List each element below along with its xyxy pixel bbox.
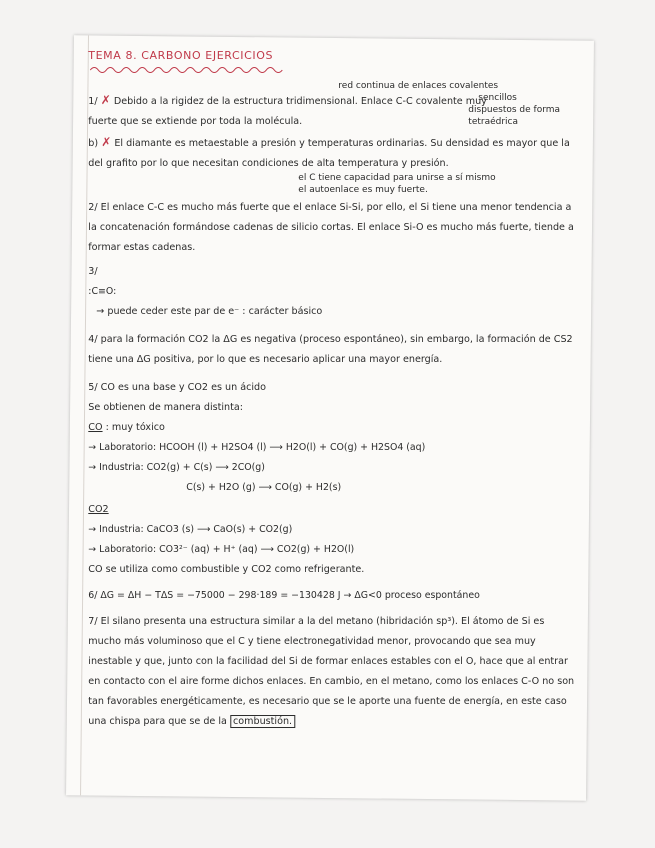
ex5-end: CO se utiliza como combustible y CO2 como refrigerante. (88, 564, 365, 576)
exercise-4: 4/ para la formación CO2 la ΔG es negativa (proceso espontáneo), sin embargo, la formación de CS2 tiene una ΔG positiva, por lo que es necesario aplicar una mayor energía. (88, 334, 573, 366)
co2-label: CO2 (88, 504, 109, 516)
exercise-2: 2/ El enlace C-C es mucho más fuerte que el enlace Si-Si, por ello, el Si tiene una menor tendencia a la concatenación formándose cadenas de silicio cortas. El enlace Si-O es mucho más fuerte, tiende a formar estas cadenas. (88, 202, 574, 254)
exercise-5 (88, 378, 574, 580)
page-content (88, 48, 574, 732)
co-lab-reaction: → Laboratorio: HCOOH (l) + H2SO4 (l) ⟶ H2O(l) + CO(g) + H2SO4 (aq) (88, 442, 426, 454)
ex1b-note-line1: el C tiene capacidad para unirse a sí mismo (298, 173, 496, 184)
ex3-formula: :C≡O: (88, 286, 117, 298)
exercise-3 (88, 262, 574, 322)
ex1-note-line3: dispuestos de forma tetraédrica (468, 105, 561, 128)
notebook-page (66, 35, 594, 800)
ex3-label: 3/ (88, 266, 98, 278)
ex7-text: 7/ El silano presenta una estructura similar a la del metano (hibridación sp³). El átomo de Si es mucho más voluminoso que el C y tiene electronegatividad menor, provocando que sea muy inestable y que, junto con la facilidad del Si de formar enlaces estables con el O, hace que al entrar en contacto con el aire forme dichos enlaces. En cambio, en el metano, como los enlaces C-O no son tan favorables energéticamente, es necesario que se le aporte una fuente de energía, en este caso una chispa para que se de la (88, 616, 575, 728)
exercise-6: 6/ ΔG = ΔH − TΔS = −75000 − 298·189 = −130428 J → ΔG<0 proceso espontáneo (88, 590, 480, 602)
co-ind-reaction-1: → Industria: CO2(g) + C(s) ⟶ 2CO(g) (88, 462, 265, 474)
title-underline-squiggle (88, 62, 318, 76)
ex1a-text: Debido a la rigidez de la estructura tridimensional. Enlace C-C covalente muy fuerte que se extiende por toda la molécula. (88, 96, 487, 128)
ex1b-note-line2: el autoenlace es muy fuerte. (298, 185, 428, 196)
ex1-label: 1/ (88, 96, 98, 108)
co-ind-reaction-2: C(s) + H2O (g) ⟶ CO(g) + H2(s) (186, 482, 342, 494)
ex1-note-line1: red continua de enlaces covalentes (338, 81, 499, 92)
ex5-sub: Se obtienen de manera distinta: (88, 402, 243, 414)
ex1-note-line2: sencillos (478, 93, 517, 104)
exercise-1b: b) ✗ El diamante es metaestable a presión y temperaturas ordinarias. Su densidad es mayor que la del grafito por lo que necesitan condiciones de alta temperatura y presión. (88, 135, 570, 170)
ex1b-text: El diamante es metaestable a presión y temperaturas ordinarias. Su densidad es mayor que la del grafito por lo que necesitan condiciones de alta temperatura y presión. (88, 138, 570, 170)
ex1b-note (88, 172, 574, 196)
ex3-text: → puede ceder este par de e⁻ : carácter básico (96, 306, 323, 318)
co2-lab-reaction: → Laboratorio: CO3²⁻ (aq) + H⁺ (aq) ⟶ CO2(g) + H2O(l) (88, 544, 355, 556)
ex5-intro: 5/ CO es una base y CO2 es un ácido (88, 382, 267, 394)
co2-ind-reaction: → Industria: CaCO3 (s) ⟶ CaO(s) + CO2(g) (88, 524, 293, 536)
ex1-note (338, 80, 568, 128)
co-label: CO (88, 422, 103, 434)
page-title: TEMA 8. CARBONO EJERCICIOS (88, 49, 274, 63)
ex7-end-boxed: combustión. (230, 715, 295, 728)
co-heading (88, 418, 574, 438)
cross-mark-icon: ✗ (100, 93, 111, 108)
exercise-7 (88, 612, 574, 732)
cross-mark-icon: ✗ (101, 135, 112, 150)
co-note: : muy tóxico (105, 422, 165, 434)
